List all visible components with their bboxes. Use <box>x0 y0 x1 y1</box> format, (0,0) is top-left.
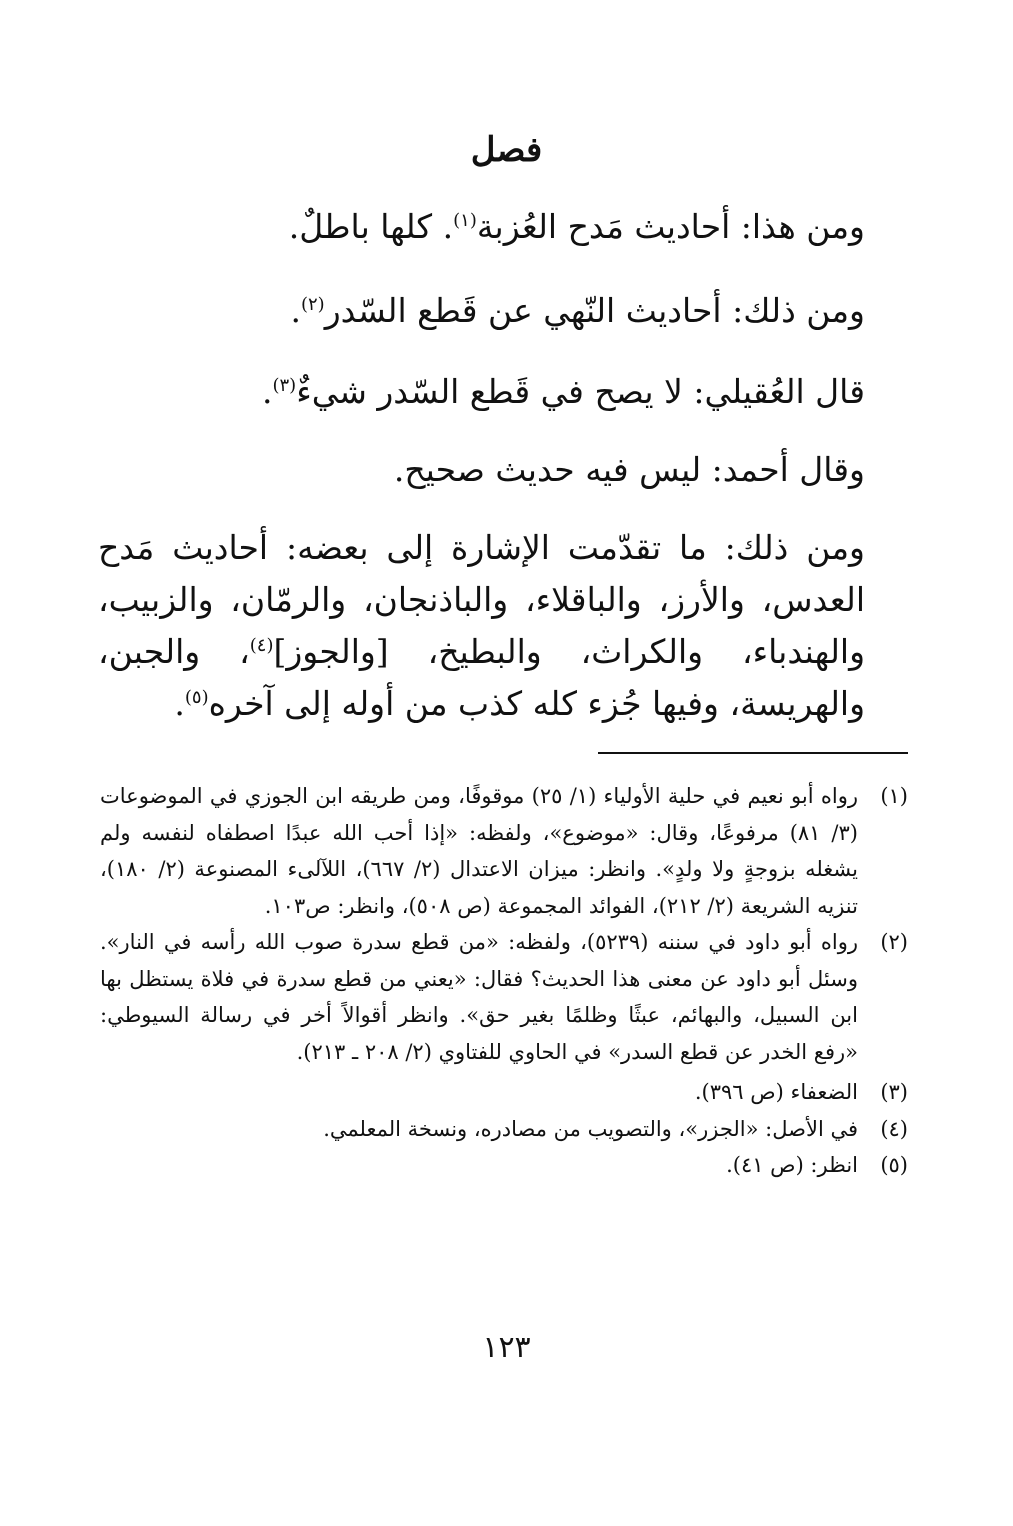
footnote-ref-4[interactable]: (٤) <box>249 635 274 656</box>
paragraph-4 <box>98 446 865 494</box>
footnotes-list <box>100 778 908 1184</box>
footnote-number: (٥) <box>880 1153 908 1177</box>
footnote-text: رواه أبو داود في سننه (٥٢٣٩)، ولفظه: «من قطع سدرة صوب الله رأسه في النار». وسئل أبو داود عن معنى هذا الحديث؟ فقال: «يعني من قطع سدرة في فلاة يستظل بها ابن السبيل، والبهائم، عبثًا وظلمًا بغير حق». وانظر أقوالاً أخر في رسالة السيوطي: «رفع الخدر عن قطع السدر» في الحاوي للفتاوي (٢/ ٢٠٨ ـ ٢١٣). <box>100 930 858 1064</box>
paragraph-3 <box>98 368 865 416</box>
paragraph-text: . كلها باطلٌ. <box>288 207 454 246</box>
paragraph-text: . <box>290 291 301 330</box>
paragraph-text: ومن ذلك: أحاديث النّهي عن قَطع السّدر <box>324 291 865 330</box>
paragraph-text: قال العُقيلي: لا يصح في قَطع السّدر شيءٌ <box>296 372 865 411</box>
page-number: ١٢٣ <box>482 1330 531 1365</box>
footnote-ref-2[interactable]: (٢) <box>300 294 325 315</box>
paragraph-text: . <box>174 684 185 723</box>
paragraph-text: وقال أحمد: ليس فيه حديث صحيح. <box>393 450 865 489</box>
footnote-item <box>100 778 908 924</box>
footnote-ref-1[interactable]: (١) <box>453 210 477 231</box>
footnote-text: في الأصل: «الجزر»، والتصويب من مصادره، ونسخة المعلمي. <box>323 1116 858 1141</box>
footnote-item <box>100 924 908 1070</box>
footnote-ref-5[interactable]: (٥) <box>184 687 209 708</box>
footnote-text: الضعفاء (ص ٣٩٦). <box>694 1080 858 1104</box>
footnote-number: (٣) <box>880 1080 908 1104</box>
paragraph-1 <box>98 203 865 251</box>
footnote-item <box>100 1111 908 1148</box>
section-heading: فصل <box>470 130 543 170</box>
paragraph-text: . <box>261 372 273 411</box>
footnote-item <box>100 1074 908 1111</box>
paragraph-text: ، والجبن، والهريسة، وفيها جُزء كله كذب من أوله إلى آخره <box>98 632 865 723</box>
paragraph-text: ومن هذا: أحاديث مَدح العُزبة <box>476 207 865 246</box>
footnote-item <box>100 1147 908 1184</box>
paragraph-5 <box>98 522 865 730</box>
footnote-text: انظر: (ص ٤١). <box>726 1153 858 1177</box>
footnote-divider <box>598 752 908 754</box>
footnote-ref-3[interactable]: (٣) <box>272 375 297 396</box>
footnote-text: رواه أبو نعيم في حلية الأولياء (١/ ٢٥) موقوفًا، ومن طريقه ابن الجوزي في الموضوعات (٣/ ٨١) مرفوعًا، وقال: «موضوع»، ولفظه: «إذا أحب الله عبدًا اصطفاه لنفسه ولم يشغله بزوجةٍ ولا ولدٍ». وانظر: ميزان الاعتدال (٢/ ٦٦٧)، اللآلىء المصنوعة (٢/ ١٨٠)، تنزيه الشريعة (٢/ ٢١٢)، الفوائد المجموعة (ص ٥٠٨)، وانظر: ص١٠٣. <box>100 784 858 918</box>
footnote-number: (١) <box>880 784 908 808</box>
footnote-number: (٤) <box>880 1116 908 1141</box>
paragraph-text: ومن ذلك: ما تقدّمت الإشارة إلى بعضه: أحاديث مَدح العدس، والأرز، والباقلاء، والباذنجان، والرمّان، والزبيب، والهندباء، والكراث، والبطيخ، [والجوز] <box>98 528 865 671</box>
footnote-number: (٢) <box>880 930 908 954</box>
paragraph-2 <box>98 287 865 335</box>
